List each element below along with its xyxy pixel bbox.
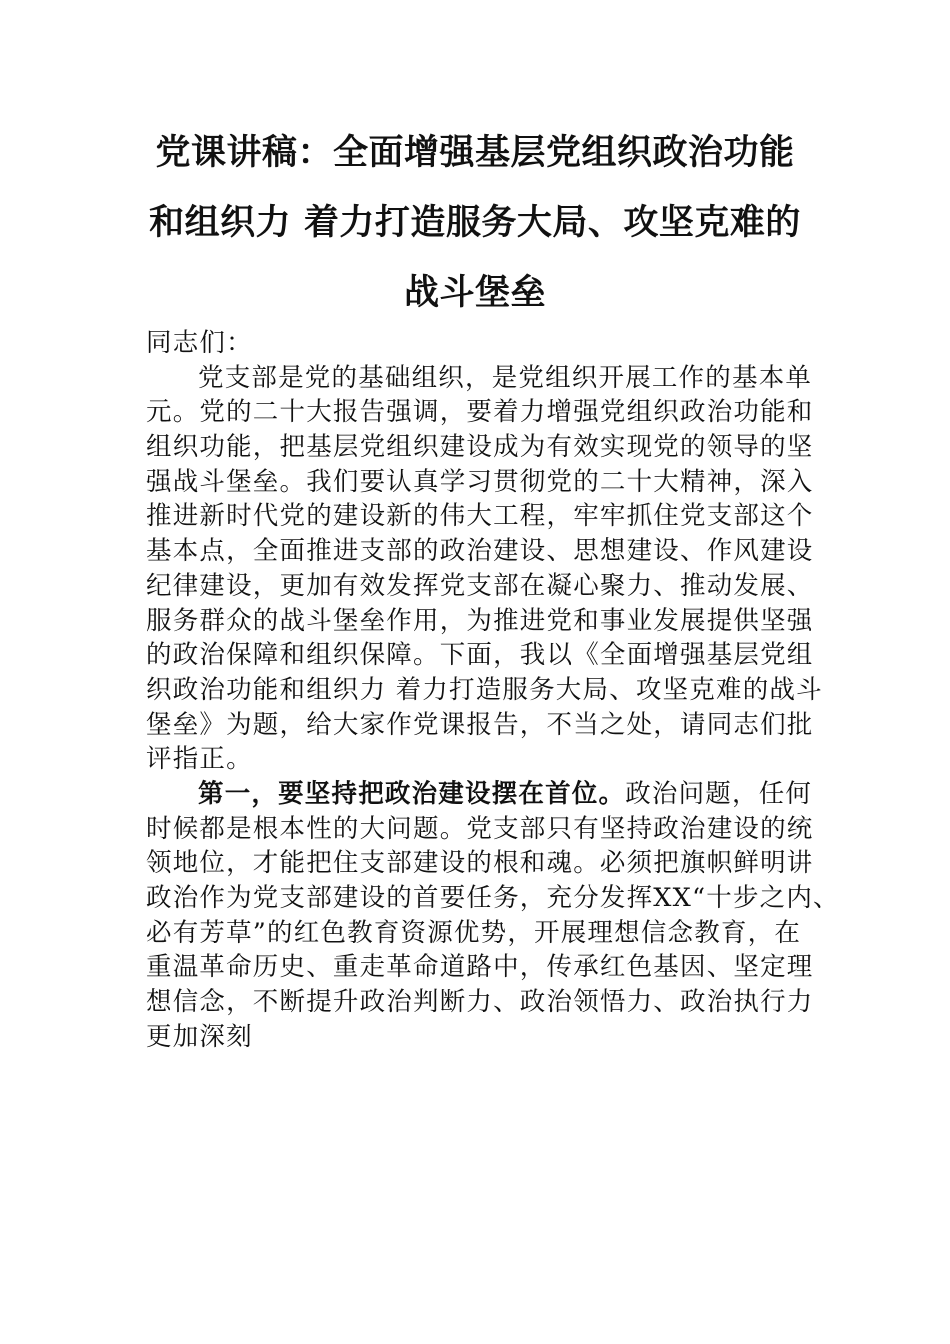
paragraph-line: 推进新时代党的建设新的伟大工程，牢牢抓住党支部这个 xyxy=(146,501,814,532)
paragraph-line: 服务群众的战斗堡垒作用，为推进党和事业发展提供坚强 xyxy=(146,605,814,636)
title-line: 党课讲稿：全面增强基层党组织政治功能 xyxy=(155,132,795,173)
paragraph-line: 时候都是根本性的大问题。党支部只有坚持政治建设的统 xyxy=(146,813,814,844)
paragraph-line: 评指正。 xyxy=(146,744,253,775)
paragraph-line: 想信念，不断提升政治判断力、政治领悟力、政治执行力 xyxy=(146,987,814,1018)
paragraph-line: 织政治功能和组织力 着力打造服务大局、攻坚克难的战斗 xyxy=(146,674,823,705)
paragraph-line: 强战斗堡垒。我们要认真学习贯彻党的二十大精神，深入 xyxy=(146,466,814,497)
paragraph-intro xyxy=(146,361,826,777)
title-line: 战斗堡垒 xyxy=(403,272,546,313)
document-body xyxy=(146,326,840,1054)
salutation: 同志们： xyxy=(146,328,253,358)
paragraph-line: 组织功能，把基层党组织建设成为有效实现党的领导的坚 xyxy=(146,432,814,463)
paragraph-line: 基本点，全面推进支部的政治建设、思想建设、作风建设 xyxy=(146,536,814,567)
paragraph-text: 政治问题，任何 xyxy=(625,778,813,809)
title-line: 和组织力 着力打造服务大局、攻坚克难的 xyxy=(149,202,801,243)
paragraph-line: 更加深刻 xyxy=(146,1021,253,1052)
paragraph-line: 政治作为党支部建设的首要任务，充分发挥XX“十步之内、 xyxy=(146,883,840,913)
paragraph-line: 领地位，才能把住支部建设的根和魂。必须把旗帜鲜明讲 xyxy=(146,848,814,879)
paragraph-line: 堡垒》为题，给大家作党课报告，不当之处，请同志们批 xyxy=(146,709,814,740)
paragraph-line: 的政治保障和组织保障。下面，我以《全面增强基层党组 xyxy=(146,640,814,671)
paragraph-line: 元。党的二十大报告强调，要着力增强党组织政治功能和 xyxy=(146,397,814,428)
document-title xyxy=(140,118,810,328)
paragraph-line: 纪律建设，更加有效发挥党支部在凝心聚力、推动发展、 xyxy=(146,570,814,601)
paragraph-line: 党支部是党的基础组织，是党组织开展工作的基本单 xyxy=(198,362,813,393)
paragraph-line: 必有芳草”的红色教育资源优势，开展理想信念教育，在 xyxy=(146,917,802,948)
paragraph-line xyxy=(146,777,826,812)
paragraph-line: 重温革命历史、重走革命道路中，传承红色基因、坚定理 xyxy=(146,952,814,983)
section-heading: 第一，要坚持把政治建设摆在首位。 xyxy=(198,778,626,809)
paragraph-political-building xyxy=(146,777,840,1055)
